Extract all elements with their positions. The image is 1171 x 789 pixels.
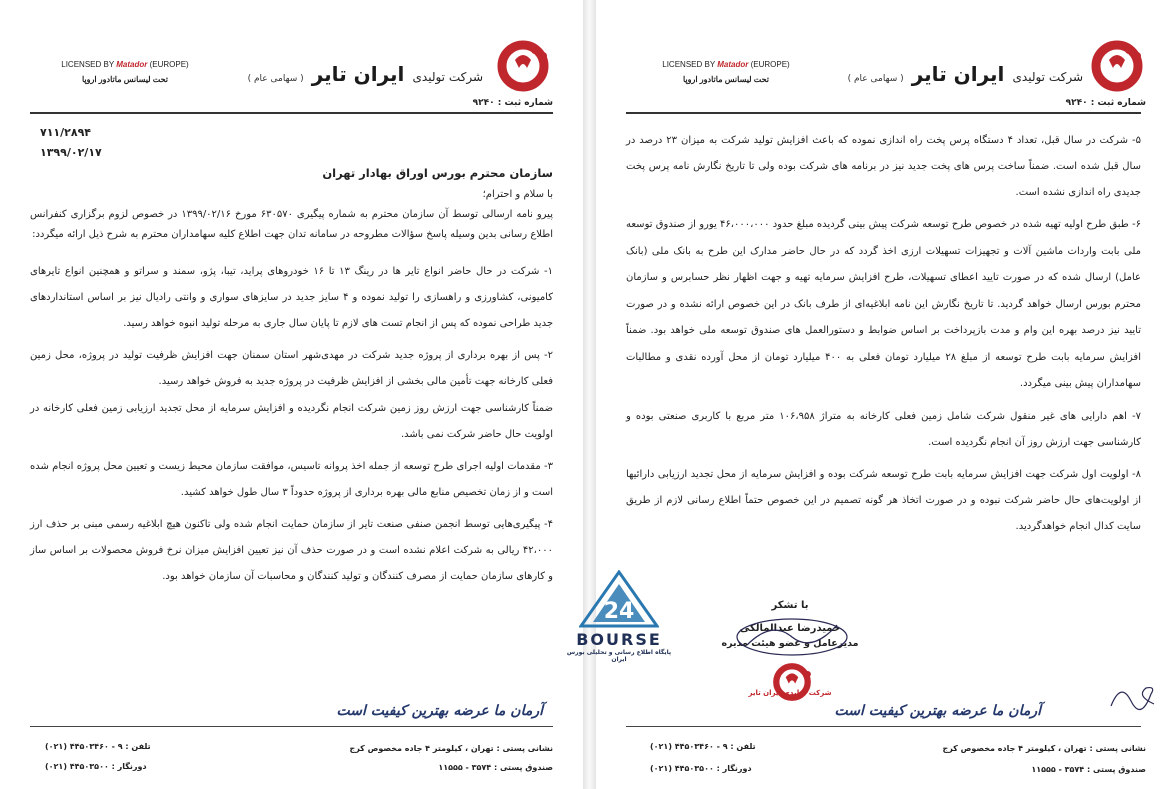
stamp-company: شرکت تولیدی ایران تایر — [748, 689, 832, 697]
addressee: سازمان محترم بورس اوراق بهادار تهران — [322, 166, 553, 180]
company-name: ایران تایر — [911, 62, 1005, 86]
license-suffix: (EUROPE) — [750, 60, 790, 69]
company-type: ( سهامی عام ) — [847, 74, 904, 84]
footer-phone: تلفن : ۹ - ۴۴۵۰۳۴۶۰ (۰۲۱) — [45, 742, 151, 751]
license-fa: تحت لیسانس ماتادور اروپا — [682, 75, 770, 84]
header-divider — [30, 112, 553, 114]
company-name-block — [248, 62, 483, 86]
footer-divider — [30, 726, 553, 727]
page-gutter — [583, 0, 596, 789]
license-block — [45, 60, 205, 84]
footer-slogan: آرمان ما عرضه بهترین کیفیت است — [336, 703, 543, 719]
list-item: ۸- اولویت اول شرکت جهت افزایش سرمایه بابت طرح توسعه شرکت بوده و افزایش سرمایه از محل تجدید ارزیابی دارائیها از اولویت‌های حال حاضر شرکت نبوده و در صورت اتخاذ هر گونه تصمیم در این خصوص حتماً اطلاع رسانی لازم از طریق سایت کدال انجام خواهدگردید. — [626, 468, 1141, 532]
letter-date: ۱۳۹۹/۰۲/۱۷ — [40, 146, 102, 159]
registration-number: شماره ثبت : ۹۲۴۰ — [1065, 98, 1146, 108]
bourse24-number: 24 — [603, 599, 635, 624]
bourse24-text: BOURSE — [576, 630, 662, 649]
footer-fax: دورنگار : ۴۴۵۰۳۵۰۰ (۰۲۱) — [650, 764, 752, 773]
letter-ref-number: ۷۱۱/۲۸۹۴ — [40, 126, 92, 139]
footer-fax: دورنگار : ۴۴۵۰۳۵۰۰ (۰۲۱) — [45, 762, 147, 771]
header-divider — [626, 112, 1141, 114]
company-name: ایران تایر — [311, 62, 405, 86]
registration-number: شماره ثبت : ۹۲۴۰ — [472, 98, 553, 108]
license-prefix: LICENSED BY — [61, 60, 115, 69]
footer-pobox: صندوق پستی : ۳۵۷۴ - ۱۱۵۵۵ — [438, 763, 553, 772]
bourse24-logo-icon — [579, 570, 659, 628]
letter-page-1 — [0, 0, 583, 789]
license-prefix: LICENSED BY — [662, 60, 716, 69]
list-item: ضمناً کارشناسی جهت ارزش روز زمین شرکت انجام نگردیده و افزایش سرمایه از محل تجدید ارزیابی زمین فعلی کارخانه در اولویت حال حاضر شرکت نمی باشد. — [30, 403, 553, 440]
list-item: ۳- مقدمات اولیه اجرای طرح توسعه از جمله اخذ پروانه تاسیس، موافقت سازمان محیط زیست و تعیین محل پروژه انجام شده است و از زمان تخصیص منابع مالی بهره برداری از پروژه حدوداً ۳ سال طول خواهد کشید. — [30, 461, 553, 498]
license-suffix: (EUROPE) — [149, 60, 189, 69]
list-item: ۲- پس از بهره برداری از پروژه جدید شرکت در مهدی‌شهر استان سمنان جهت افزایش ظرفیت تولید در پروژه، محل زمین فعلی کارخانه جهت تأمین مالی بخشی از افزایش ظرفیت در پروژه جدید به فروش خواهد رسید. — [30, 350, 553, 387]
footer-address: نشانی پستی : تهران ، کیلومتر ۴ جاده مخصوص کرج — [349, 744, 553, 753]
company-stamp-logo-icon — [770, 660, 814, 704]
letter-body-1 — [30, 162, 553, 591]
list-item: ۱- شرکت در حال حاضر انواع تایر ها در رینگ ۱۳ تا ۱۶ خودروهای پراید، تیبا، پژو، سمند و سراتو و همچنین انواع تایرهای کامیونی، کشاورزی و راهسازی را تولید نموده و ۴ سایز جدید در سایزهای سواری و وانتی رادیال نیز بر اساس استانداردهای جدید طراحی نموده که پس از انجام تست های لازم تا پایان سال جاری به مرحله تولید انبوه خواهد رسید. — [30, 266, 554, 329]
iran-tire-logo-icon — [1089, 38, 1145, 94]
bourse24-subtitle: پایگاه اطلاع رسانی و تحلیلی بورس ایران — [566, 649, 672, 663]
company-type: ( سهامی عام ) — [247, 74, 304, 84]
footer-phone: تلفن : ۹ - ۴۴۵۰۳۴۶۰ (۰۲۱) — [650, 742, 756, 751]
license-fa: تحت لیسانس ماتادور اروپا — [81, 75, 169, 84]
thanks-text: با تشکر — [771, 600, 809, 611]
list-item: ۵- شرکت در سال قبل، تعداد ۴ دستگاه پرس پخت راه اندازی نموده که باعث افزایش تولید شرکت به میزان ۲۳ درصد در سال قبل شده است. ضمناً ساخت پرس های پخت جدید نیز در برنامه های شرکت بوده ولی تا تاریخ نگارش نامه پرس پخت جدیدی راه اندازی نشده است. — [626, 135, 1141, 198]
footer-address: نشانی پستی : تهران ، کیلومتر ۴ جاده مخصوص کرج — [942, 744, 1146, 753]
signature-scribble-icon — [1106, 676, 1161, 716]
company-prefix: شرکت تولیدی — [1012, 70, 1083, 84]
signer-title: مدیرعامل و عضو هیئت مدیره — [721, 638, 859, 649]
footer-pobox: صندوق پستی : ۳۵۷۴ - ۱۱۵۵۵ — [1031, 765, 1146, 774]
company-prefix: شرکت تولیدی — [412, 70, 483, 84]
license-block — [646, 60, 806, 84]
license-brand: Matador — [717, 60, 749, 69]
iran-tire-logo-icon — [495, 38, 551, 94]
footer-divider — [626, 726, 1141, 727]
footer-slogan: آرمان ما عرضه بهترین کیفیت است — [834, 703, 1041, 719]
signer-name: حمیدرضا عبدالمالکی — [739, 623, 841, 634]
list-item: ۷- اهم دارایی های غیر منقول شرکت شامل زمین فعلی کارخانه به متراژ ۱۰۶،۹۵۸ متر مربع با کاربری صنعتی بوده و کارشناسی جهت ارزش روز آن انجام نگردیده است. — [626, 410, 1141, 448]
signature-icon — [732, 615, 852, 660]
intro-paragraph: پیرو نامه ارسالی توسط آن سازمان محترم به شماره پیگیری ۶۳۰۵۷۰ مورخ ۱۳۹۹/۰۲/۱۶ در خصوص لزوم برگزاری کنفرانس اطلاع رسانی بدین وسیله پاسخ سؤالات مطروحه در سامانه تدان جهت اطلاع کلیه سهامداران محترم به شرح ذیل ارائه میگردد: — [30, 209, 553, 240]
bourse24-watermark — [560, 570, 678, 663]
license-brand: Matador — [116, 60, 148, 69]
list-item: ۶- طبق طرح اولیه تهیه شده در خصوص طرح توسعه شرکت پیش بینی گردیده مبلغ حدود ۴۶،۰۰۰،۰۰۰ یورو از صندوق توسعه ملی بابت واردات ماشین آلات و تجهیزات تسهیلات ارزی اخذ گردد که در حال حاضر مدارک این طرح به بانک ملی (بانک عامل) ارسال شده که در صورت تایید اعطای تسهیلات، طرح افزایش سرمایه تهیه و جهت اظهار نظر حسابرس و سازمان محترم بورس ارسال خواهد گردید. تا تاریخ نگارش این نامه ابلاغیه‌ای از طرف بانک در این خصوص ارائه نشده و در صورت تایید نیز درصد بهره این وام و مدت بازپرداخت بر اساس ضوابط و دستورالعمل های صندوق توسعه ملی خواهد بود. ضمناً افزایش سرمایه بابت طرح توسعه از مبلغ ۲۸ میلیارد تومان فعلی به ۴۰۰ میلیارد تومان از محل آورده نقدی و مطالبات سهامداران پیش بینی میگردد. — [626, 219, 1141, 389]
greeting: با سلام و احترام؛ — [482, 189, 553, 200]
list-item: ۴- پیگیری‌هایی توسط انجمن صنفی صنعت تایر از سازمان حمایت انجام شده ولی تاکنون هیچ ابلاغیه رسمی مبنی بر حذف ارز ۴۲،۰۰۰ ریالی به شرکت اعلام نشده است و در صورت حذف آن نیز تعیین افزایش میزان نرخ فروش محصولات بر اساس ساز و کارهای سازمان حمایت از مصرف کنندگان و تولید کنندگان و محاسبات آن سازمان خواهد بود. — [30, 519, 553, 582]
letter-body-2 — [626, 128, 1141, 541]
company-name-block — [848, 62, 1083, 86]
